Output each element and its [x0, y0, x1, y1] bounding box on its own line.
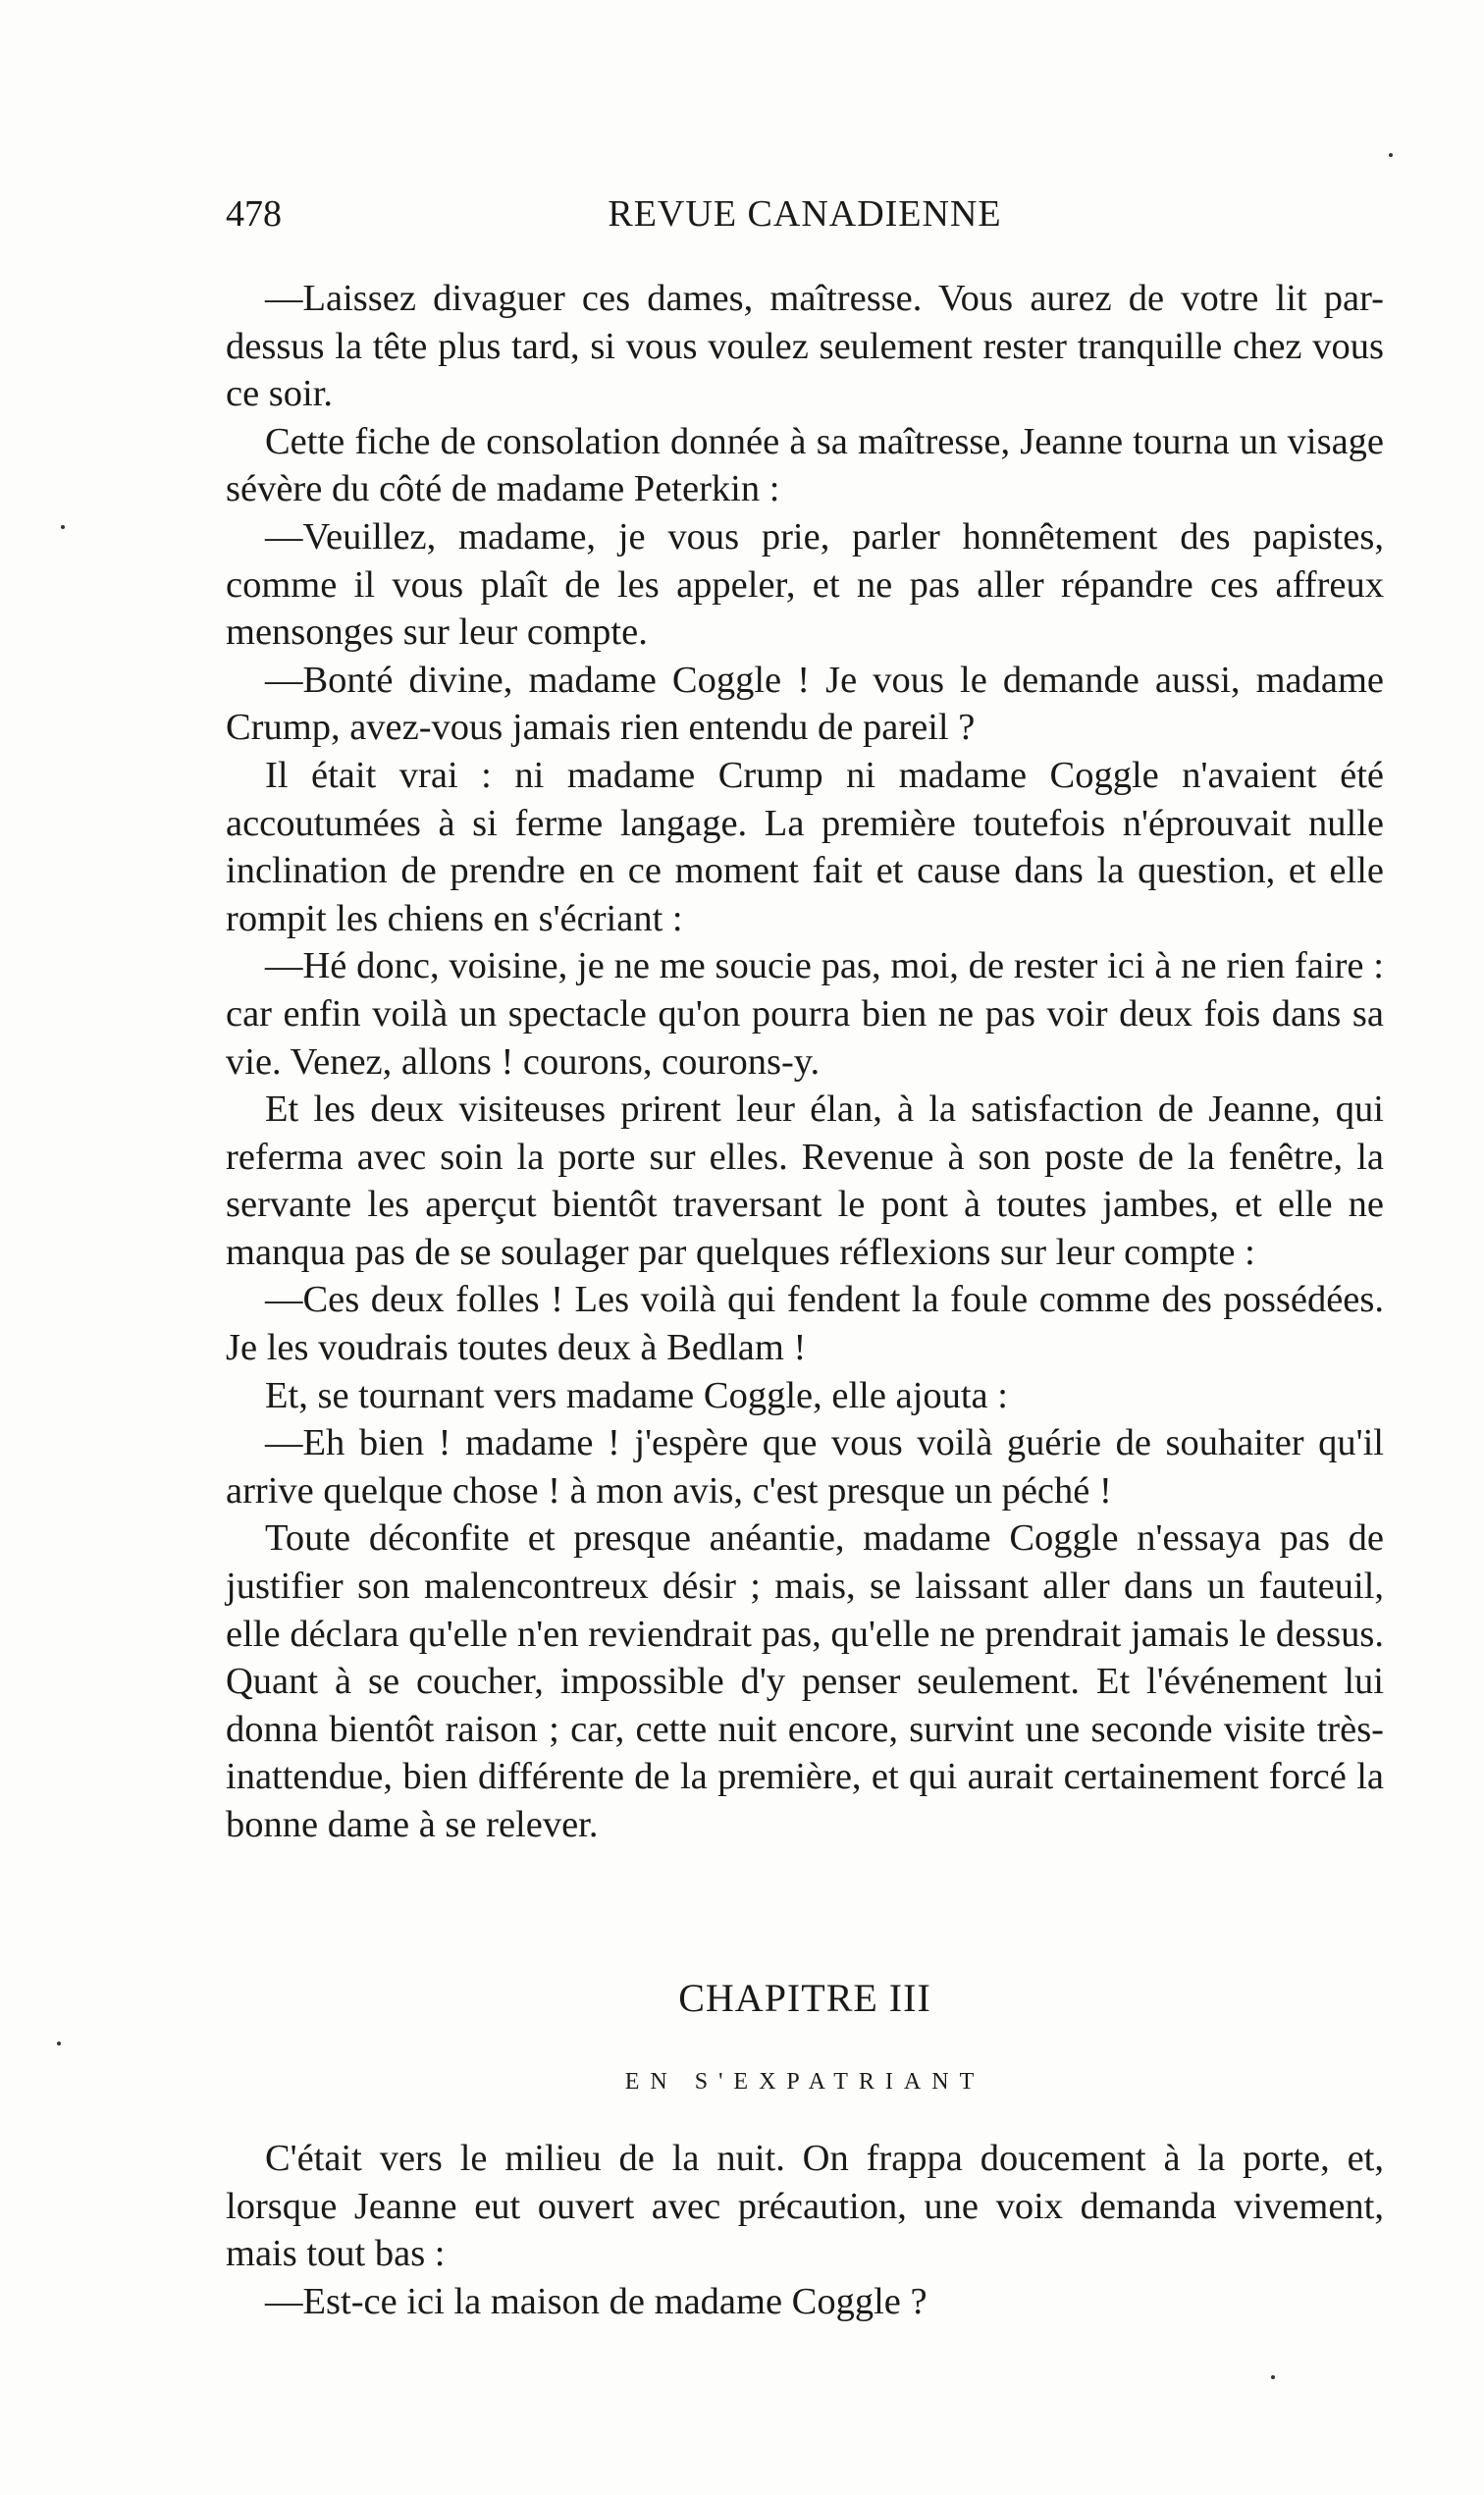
paragraph: Il était vrai : ni madame Crump ni madame Coggle n'avaient été accoutumées à si ferme langage. La première toutefois n'éprouvait nulle inclination de prendre en ce moment fait et cause dans la question, et elle rompit les chiens en s'écriant : — [226, 754, 1384, 939]
print-speck — [61, 525, 65, 529]
paragraph: —Ces deux folles ! Les voilà qui fendent la foule comme des possédées. Je les voudrais toutes deux à Bedlam ! — [226, 1279, 1384, 1369]
paragraph: —Hé donc, voisine, je ne me soucie pas, moi, de rester ici à ne rien faire : car enfin voilà un spectacle qu'on pourra bien ne pas voir deux fois dans sa vie. Venez, allons ! courons, courons-y. — [226, 945, 1384, 1083]
paragraph: Toute déconfite et presque anéantie, madame Coggle n'essaya pas de justifier son malencontreux désir ; mais, se laissant aller dans un fauteuil, elle déclara qu'elle n'en reviendrait pas, qu'elle ne prendrait jamais le dessus. Quant à se coucher, impossible d'y penser seulement. Et l'événement lui donna bientôt raison ; car, cette nuit encore, survint une seconde visite très-inattendue, bien différente de la première, et qui aurait certainement forcé la bonne dame à se relever. — [226, 1517, 1384, 1845]
paragraph: —Laissez divaguer ces dames, maîtresse. Vous aurez de votre lit par-dessus la tête plus tard, si vous voulez seulement rester tranquille chez vous ce soir. — [226, 278, 1384, 415]
paragraph: —Est-ce ici la maison de madame Coggle ? — [265, 2280, 928, 2322]
paragraph: —Bonté divine, madame Coggle ! Je vous le demande aussi, madame Crump, avez-vous jamais rien entendu de pareil ? — [226, 659, 1384, 749]
paragraph: —Eh bien ! madame ! j'espère que vous voilà guérie de souhaiter qu'il arrive quelque chose ! à mon avis, c'est presque un péché ! — [226, 1422, 1384, 1512]
paragraph: Et les deux visiteuses prirent leur élan, à la satisfaction de Jeanne, qui referma avec soin la porte sur elles. Revenue à son poste de la fenêtre, la servante les aperçut bientôt traversant le pont à toutes jambes, et elle ne manqua pas de se soulager par quelques réflexions sur leur compte : — [226, 1088, 1384, 1273]
print-speck — [57, 2042, 61, 2045]
running-title: REVUE CANADIENNE — [608, 193, 1002, 235]
page-header — [226, 192, 1384, 241]
paragraph: Cette fiche de consolation donnée à sa maîtresse, Jeanne tourna un visage sévère du côté de madame Peterkin : — [226, 420, 1384, 510]
chapter-body-text — [226, 2135, 1384, 2325]
body-text — [226, 275, 1384, 1849]
paragraph: Et, se tournant vers madame Coggle, elle ajouta : — [265, 1374, 1008, 1416]
page-number: 478 — [226, 193, 282, 235]
paragraph: C'était vers le milieu de la nuit. On frappa doucement à la porte, et, lorsque Jeanne eut ouvert avec précaution, une voix demanda vivement, mais tout bas : — [226, 2138, 1384, 2275]
chapter-subtitle: EN S'EXPATRIANT — [624, 2069, 985, 2095]
print-speck — [1389, 153, 1393, 157]
print-speck — [1271, 2375, 1275, 2379]
paragraph: —Veuillez, madame, je vous prie, parler honnêtement des papistes, comme il vous plaît de les appeler, et ne pas aller répandre ces affreux mensonges sur leur compte. — [226, 515, 1384, 654]
chapter-title: CHAPITRE III — [678, 1976, 931, 2020]
